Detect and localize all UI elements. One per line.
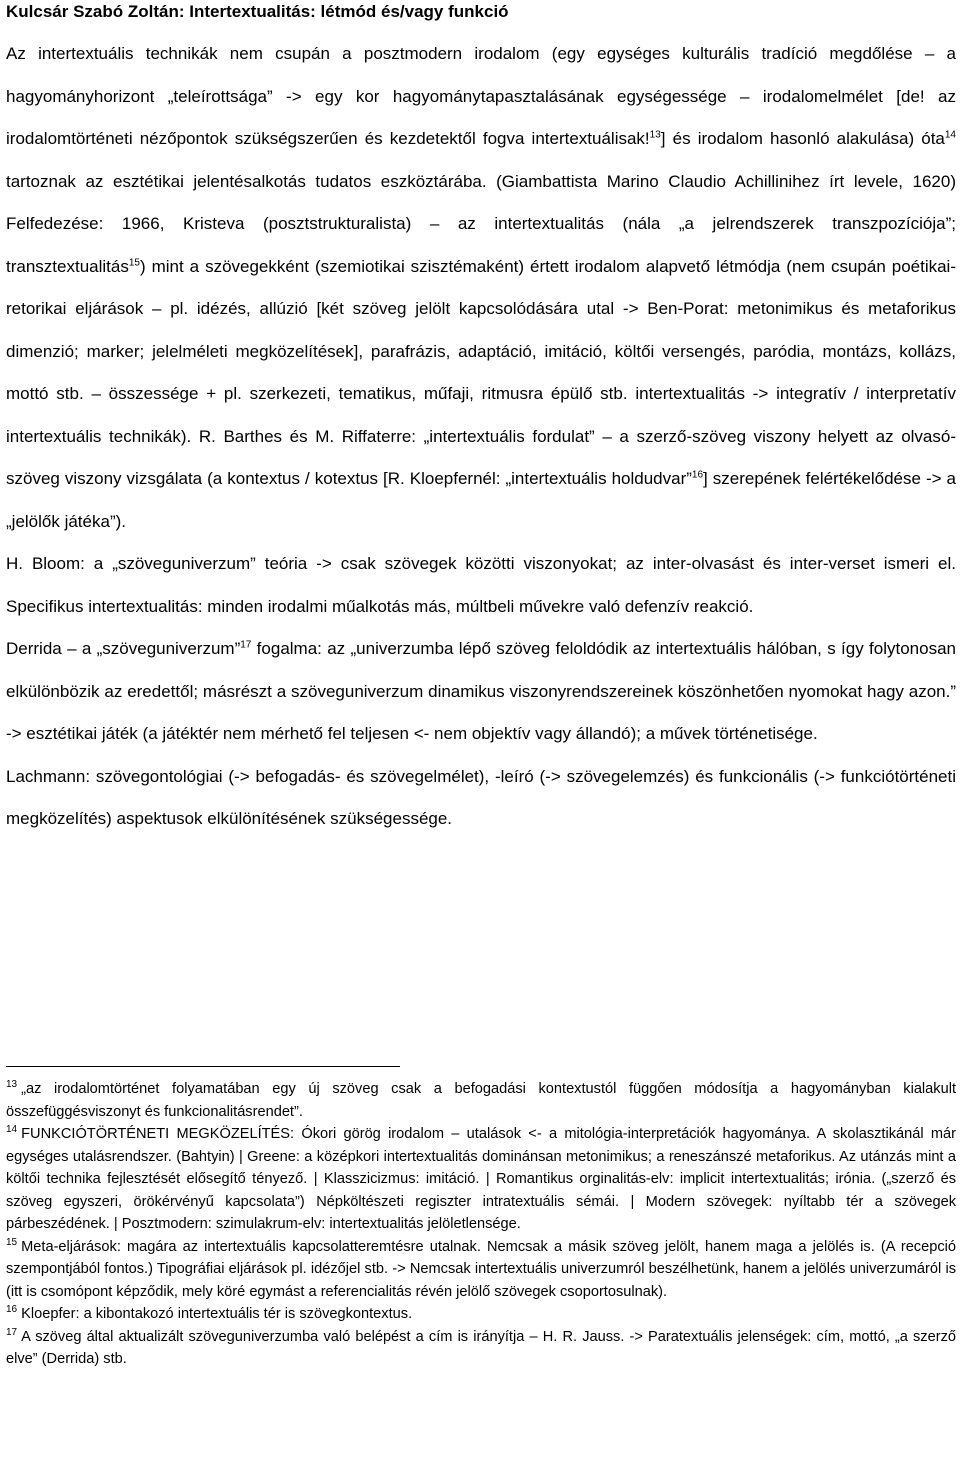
footnote-number: 16 — [6, 1304, 18, 1316]
paragraph-text: Lachmann: szövegontológiai (-> befogadás- és szövegelmélet), -leíró (-> szövegelemzés) és funkcionális (-> funkciótörténeti megközelítés) aspektusok elkülönítésének szükségessége. — [6, 766, 956, 828]
paragraph-text: Derrida – a „szöveguniverzum” — [6, 639, 241, 658]
paragraph-text: H. Bloom: a „szöveguniverzum” teória -> csak szövegek közötti viszonyokat; az inter-olvasást és inter-verset ismeri el. Specifikus intertextualitás: minden irodalmi műalkotás más, múltbeli művekre való defenzív reakció. — [6, 554, 956, 616]
paragraph-text: ) mint a szövegekként (szemiotikai szisztémaként) értett irodalom alapvető létmódja (nem csupán poétikai-retorikai eljárások – pl. idézés, allúzió [két szöveg jelölt kapcsolódására utal -> Ben-Porat: metonimikus és metaforikus dimenzió; marker; jelelméleti megközelítések], parafrázis, adaptáció, imitáció, költői versengés, paródia, montázs, kollázs, mottó stb. – összessége + pl. szerkezeti, tematikus, műfaji, ritmusra épülő stb. intertextualitás -> integratív / interpretatív intertextuális technikák). R. Barthes és M. Riffaterre: „intertextuális fordulat” – a szerző-szöveg viszony helyett az olvasó-szöveg viszony vizsgálata (a kontextus / kotextus [R. Kloepfernél: „intertextuális holdudvar” — [6, 256, 956, 488]
footnote-number: 15 — [6, 1236, 18, 1248]
body-paragraph — [6, 628, 956, 756]
footnote-text: Meta-eljárások: magára az intertextuális kapcsolatteremtésre utalnak. Nemcsak a másik szöveg jelölt, hanem maga a jelölés is. (A recepció szempontjából fontos.) Tipográfiai eljárások pl. idézőjel stb. -> Nemcsak intertextuális univerzumról beszélhetünk, hanem a jelölés univerzumáról is (itt is csomópont képződik, mely köré egymást a referencialitás révén jelölő szövegek csoportosulnak). — [6, 1238, 956, 1300]
document-title: Kulcsár Szabó Zoltán: Intertextualitás: létmód és/vagy funkció — [6, 2, 509, 21]
paragraph-text: Az intertextuális technikák nem csupán a posztmodern irodalom (egy egységes kulturális tradíció megdőlése – a hagyományhorizont „teleírottsága” -> egy kor hagyománytapasztalásának egységessége – irodalomelmélet [de! az irodalomtörténeti nézőpontok szükségszerűen és kezdetektől fogva intertextuálisak! — [6, 44, 956, 148]
paragraph-text: tartoznak az esztétikai jelentésalkotás tudatos eszköztárába. (Giambattista Marino Claudio Achillinihez írt levele, 1620) Felfedezése: 1966, Kristeva (posztstrukturalista) – az intertextualitás (nála „a jelrendszerek transzpozíciója”; transztextualitás — [6, 171, 956, 276]
paragraph-text: ] és irodalom hasonló alakulása) óta — [660, 129, 945, 148]
footnote-reference: 16 — [691, 469, 704, 481]
footnote-reference: 15 — [128, 256, 140, 268]
footnote-text: A szöveg által aktualizált szöveguniverzumba való belépést a cím is irányítja – H. R. Jauss. -> Paratextuális jelenségek: cím, mottó, „a szerző elve” (Derrida) stb. — [6, 1328, 956, 1367]
footnote-number: 13 — [6, 1079, 18, 1091]
body-text — [6, 33, 956, 841]
footnote — [6, 1078, 956, 1123]
footnote-reference: 13 — [649, 129, 661, 141]
document-page — [6, 0, 956, 1367]
footnotes — [6, 1078, 956, 1371]
footnote — [6, 1326, 956, 1371]
footnote-reference: 14 — [944, 129, 956, 141]
footnote — [6, 1236, 956, 1304]
body-paragraph — [6, 543, 956, 628]
footnote-number: 17 — [6, 1326, 18, 1338]
body-paragraph — [6, 756, 956, 841]
paragraph-text: fogalma: az „univerzumba lépő szöveg feloldódik az intertextuális hálóban, s így folytonosan elkülönbözik az eredettől; másrészt a szöveguniverzum dinamikus viszonyrendszereinek köszönhetően nyomokat hagy azon.” -> esztétikai játék (a játéktér nem mérhető fel teljesen <- nem objektív vagy állandó); a művek történetisége. — [6, 639, 956, 743]
footnote-text: Kloepfer: a kibontakozó intertextuális tér is szövegkontextus. — [21, 1306, 413, 1322]
footnote-text: „az irodalomtörténet folyamatában egy új szöveg csak a befogadási kontextustól függően módosítja a hagyományban kialakult összefüggésviszonyt és funkcionalitásrendet”. — [6, 1081, 956, 1120]
footnote-separator — [6, 1066, 400, 1067]
footnote-reference: 17 — [240, 639, 252, 651]
footnote — [6, 1303, 956, 1326]
body-paragraph — [6, 33, 956, 543]
footnote — [6, 1123, 956, 1236]
footnote-text: FUNKCIÓTÖRTÉNETI MEGKÖZELÍTÉS: Ókori görög irodalom – utalások <- a mitológia-interpretációk hagyománya. A skolasztikánál már egységes utalásrendszer. (Bahtyin) | Greene: a középkori intertextualitás dominánsan metonimikus; a reneszánszé metaforikus. Az utánzás mint a költői technika fejlesztését elősegítő tényező. | Klasszicizmus: imitáció. | Romantikus orginalitás-elv: implicit intertextualitás; irónia. („szerző és szöveg egyszeri, örökérvényű kapcsolata”) Népköltészeti regiszter intratextuális sémái. | Modern szövegek: nyíltabb tér a szövegek párbeszédének. | Posztmodern: szimulakrum-elv: intertextualitás jelöletlensége. — [6, 1126, 956, 1232]
footnote-number: 14 — [6, 1124, 18, 1136]
paragraph-text: ] szerepének felértékelődése -> a „jelölők játéka”). — [6, 469, 956, 531]
